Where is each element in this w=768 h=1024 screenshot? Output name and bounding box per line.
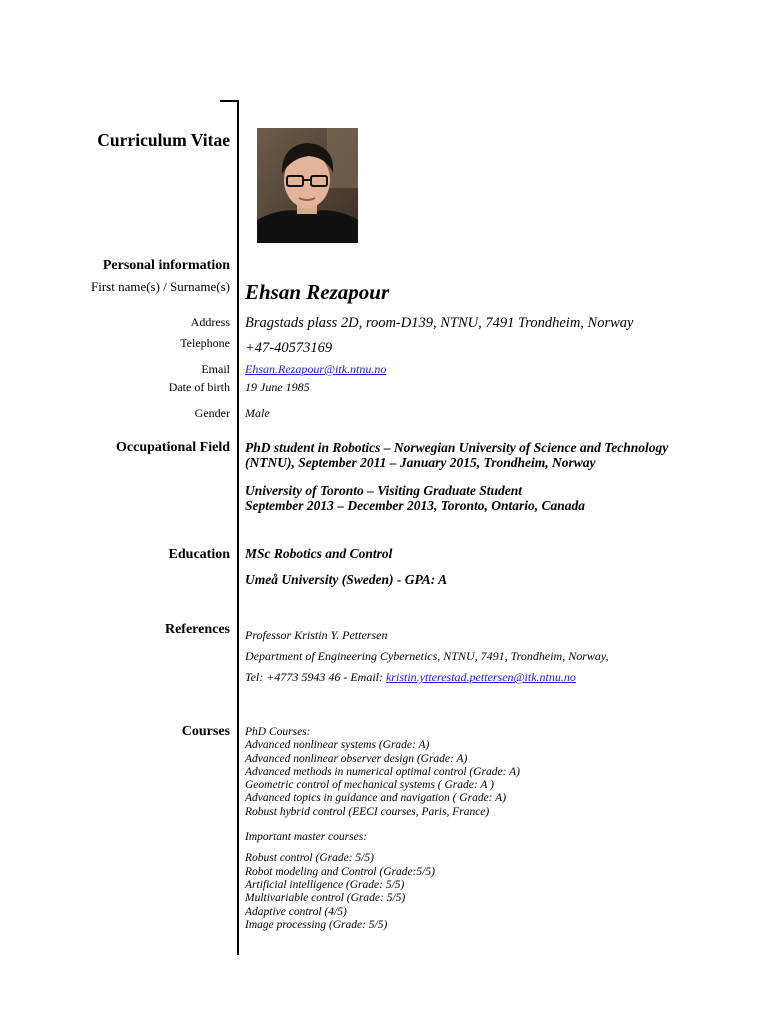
- master-courses-heading: Important master courses:: [245, 831, 368, 844]
- top-tick-line: [220, 100, 238, 102]
- dob-value: 19 June 1985: [245, 380, 310, 394]
- email-label: Email: [201, 362, 230, 376]
- education-degree: MSc Robotics and Control: [245, 546, 393, 561]
- personal-info-heading: Personal information: [102, 258, 230, 273]
- phd-course-item: Robust hybrid control (EECI courses, Paris, France): [245, 805, 490, 818]
- address-value: Bragstads plass 2D, room-D139, NTNU, 7491 Trondheim, Norway: [245, 315, 634, 331]
- phd-course-item: Geometric control of mechanical systems ( Grade: A ): [245, 779, 494, 792]
- master-course-item: Multivariable control (Grade: 5/5): [245, 892, 406, 905]
- reference-tel: Tel: +4773 5943 46 - Email:: [245, 670, 386, 684]
- address-label: Address: [190, 315, 230, 329]
- full-name: Ehsan Rezapour: [245, 280, 390, 304]
- reference-department: Department of Engineering Cybernetics, NTNU, 7491, Trondheim, Norway,: [245, 649, 609, 663]
- reference-contact: [245, 670, 576, 685]
- courses-label: Courses: [181, 724, 230, 739]
- phd-course-item: Advanced topics in guidance and navigation ( Grade: A): [245, 792, 507, 805]
- occupation-line-1: PhD student in Robotics – Norwegian University of Science and Technology: [245, 440, 669, 455]
- vertical-divider: [237, 100, 239, 955]
- education-university: Umeå University (Sweden) - GPA: A: [245, 572, 448, 587]
- phd-course-item: Advanced methods in numerical optimal control (Grade: A): [245, 765, 520, 778]
- occupation-line-3: University of Toronto – Visiting Graduate Student: [245, 483, 523, 498]
- telephone-value: +47-40573169: [245, 340, 333, 356]
- occupation-line-2: (NTNU), September 2011 – January 2015, Trondheim, Norway: [245, 455, 596, 470]
- cv-title: Curriculum Vitae: [97, 130, 230, 150]
- reference-email-link[interactable]: kristin.ytterestad.pettersen@itk.ntnu.no: [385, 670, 576, 684]
- email-value: [245, 362, 386, 377]
- education-label: Education: [168, 547, 230, 562]
- gender-label: Gender: [194, 406, 230, 420]
- name-label: First name(s) / Surname(s): [90, 279, 230, 294]
- portrait-image: [257, 128, 358, 243]
- master-course-item: Robot modeling and Control (Grade:5/5): [245, 865, 435, 878]
- reference-name: Professor Kristin Y. Pettersen: [245, 628, 388, 642]
- master-course-item: Image processing (Grade: 5/5): [245, 918, 388, 931]
- phd-course-item: Advanced nonlinear observer design (Grade: A): [245, 752, 468, 765]
- occupation-line-4: September 2013 – December 2013, Toronto, Ontario, Canada: [245, 498, 586, 513]
- email-link[interactable]: Ehsan.Rezapour@itk.ntnu.no: [245, 362, 387, 376]
- telephone-label: Telephone: [180, 336, 230, 350]
- dob-label: Date of birth: [168, 380, 230, 394]
- master-course-item: Artificial intelligence (Grade: 5/5): [245, 878, 405, 891]
- profile-photo: [257, 128, 358, 243]
- phd-courses-heading: PhD Courses:: [245, 726, 311, 738]
- gender-value: Male: [245, 406, 270, 420]
- phd-course-item: Advanced nonlinear systems (Grade: A): [245, 739, 430, 752]
- courses-block: [245, 726, 520, 932]
- master-course-item: Robust control (Grade: 5/5): [245, 852, 374, 865]
- references-label: References: [164, 622, 230, 637]
- master-course-item: Adaptive control (4/5): [245, 905, 347, 918]
- occupational-field-label: Occupational Field: [116, 440, 230, 455]
